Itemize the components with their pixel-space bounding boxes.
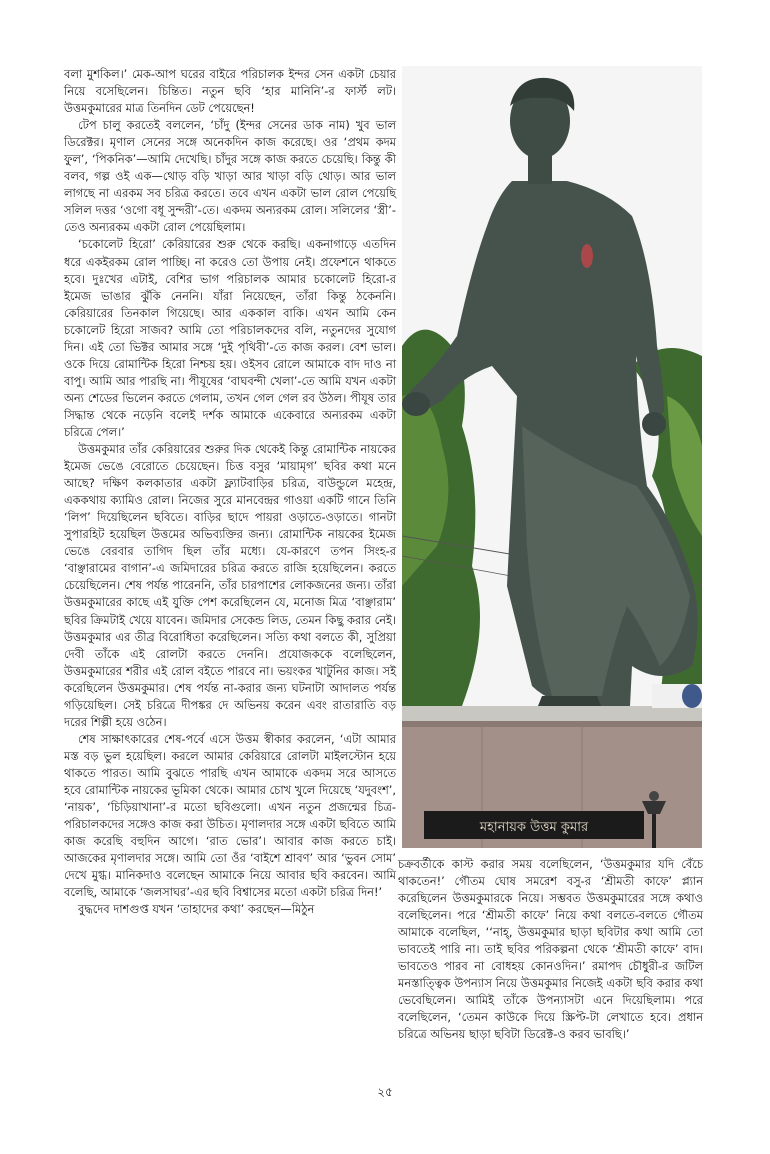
- page-number: ২৫: [377, 1085, 393, 1099]
- paragraph: ‘চকোলেট হিরো’ কেরিয়ারের শুরু থেকে করছি। একনাগাড়ে এতদিন ধরে একইরকম রোল পাচ্ছি। না করেও তো উপায় নেই। প্রফেশনে থাকতে হবে। দুঃখের এটাই, বেশির ভাগ পরিচালক আমার চকোলেট হিরো-র ইমেজ ভাঙার ঝুঁকি নেননি। যাঁরা নিয়েছেন, তাঁরা কিন্তু ঠকেননি। কেরিয়ারের তিনকাল গিয়েছে। আর এককাল বাকি। এখন আমি কেন চকোলেট হিরো সাজব? আমি তো পরিচালকদের বলি, নতুনদের সুযোগ দিন। এই তো ভিক্টর আমার সঙ্গে ‘দুই পৃথিবী’-তে কাজ করল। বেশ ভাল। ওকে দিয়ে রোমান্টিক হিরো নিশ্চয় হয়। ওইসব রোলে আমাকে বাদ দাও না বাপু। আমি আর পারছি না। পীযূষের ‘বাঘবন্দী খেলা’-তে আমি যখন একটা অন্য শেডের ভিলেন করতে গেলাম, তখন গেল গেল রব উঠল। পীযূষ তার সিদ্ধান্ত থেকে নড়েনি বলেই দর্শক আমাকে একেবারে অন্যরকম একটা চরিত্রে পেল।’: [64, 237, 396, 439]
- paragraph: বুদ্ধদেব দাশগুপ্ত যখন ‘তাহাদের কথা’ করছেন—মিঠুন: [78, 902, 315, 917]
- left-column: [64, 66, 396, 918]
- right-column: [398, 856, 703, 1044]
- paragraph: চক্রবর্তীকে কাস্ট করার সময় বলেছিলেন, ‘উত্তমকুমার যদি বেঁচে থাকতেন!’ গৌতম ঘোষ সমরেশ বসু-র ‘শ্রীমতী কাফে’ প্ল্যান করেছিলেন উত্তমকুমারকে নিয়ে। সম্ভবত উত্তমকুমারের সঙ্গে কথাও বলেছিলেন। পরে ‘শ্রীমতী কাফে’ নিয়ে কথা বলতে-বলতে গৌতম আমাকে বলেছিল, ‘‘নাহ্‌, উত্তমকুমার ছাড়া ছবিটার কথা আমি তো ভাবতেই পারি না। তাই ছবির পরিকল্পনা থেকে ‘শ্রীমতী কাফে’ বাদ। ভাবতেও পারব না বোধহয় কোনওদিন।’ রমাপদ চৌধুরী-র জটিল মনস্তাত্ত্বিক উপন্যাস নিয়ে উত্তমকুমার নিজেই একটা ছবি করার কথা ভেবেছিলেন। আমিই তাঁকে উপন্যাসটা এনে দিয়েছিলাম। পরে বলেছিলেন, ‘তেমন কাউকে দিয়ে স্ক্রিপ্ট-টা লেখাতে হবে। প্রধান চরিত্রে অভিনয় ছাড়া ছবিটা ডিরেক্ট-ও করব ভাবছি।’: [398, 857, 703, 1042]
- paragraph: বলা মুশকিল।’ মেক-আপ ঘরের বাইরে পরিচালক ইন্দর সেন একটা চেয়ার নিয়ে বসেছিলেন। চিন্তিত। নতুন ছবি ‘হার মানিনি’-র ফার্স্ট লট। উত্তমকুমারের মাত্র তিনদিন ডেট পেয়েছেন!: [64, 67, 396, 116]
- paragraph: শেষ সাক্ষাৎকারের শেষ-পর্বে এসে উত্তম স্বীকার করলেন, ‘এটা আমার মস্ত বড় ভুল হয়েছিল। করলে আমার কেরিয়ারে রোলটা মাইলস্টোন হয়ে থাকতে পারত। আমি বুঝতে পারছি এখন আমাকে একদম সরে আসতে হবে রোমান্টিক নায়কের ভূমিকা থেকে। আমার চোখ খুলে দিয়েছে ‘যদুবংশ’, ‘নায়ক’, ‘চিড়িয়াখানা’-র মতো ছবিগুলো। এখন নতুন প্রজন্মের চিত্র-পরিচালকদের সঙ্গেও কাজ করা উচিত। মৃণালদার সঙ্গে একটা ছবিতে আমি কাজ করেছি বহুদিন আগে। ‘রাত ভোর’। আবার কাজ করতে চাই। আজকের মৃণালদার সঙ্গে। আমি তো ওঁর ‘বাইশে শ্রাবণ’ আর ‘ভুবন সোম’ দেখে মুগ্ধ। মানিকদাও বলেছেন আমাকে নিয়ে আবার ছবি করবেন। আমি বলেছি, আমাকে ‘জলসাঘর’-এর ছবি বিশ্বাসের মতো একটা চরিত্র দিন!’: [64, 731, 396, 900]
- paragraph: টেপ চালু করতেই বললেন, ‘চাঁদু (ইন্দর সেনের ডাক নাম) খুব ভাল ডিরেক্টর। মৃণাল সেনের সঙ্গে অনেকদিন কাজ করেছে। ওর ‘প্রথম কদম ফুল’, ‘পিকনিক’—আমি দেখেছি। চাঁদুর সঙ্গে কাজ করতে চেয়েছি। কিন্তু কী বলব, গল্প ওই এক—থোড় বড়ি খাড়া আর খাড়া বড়ি থোড়। আর ভাল লাগছে না এরকম সব চরিত্র করতে। তবে এখন একটা ভাল রোল পেয়েছি সলিল দত্তর ‘ওগো বধূ সুন্দরী’-তে। একদম অন্যরকম রোল। সলিলের ‘স্ত্রী’-তেও অন্যরকম একটা রোল পেয়েছিলাম।: [64, 118, 396, 235]
- statue-photo: [402, 66, 702, 848]
- paragraph: উত্তমকুমার তাঁর কেরিয়ারের শুরুর দিক থেকেই কিন্তু রোমান্টিক নায়কের ইমেজ ভেঙে বেরোতে চেয়েছেন। চিত্ত বসুর ‘মায়ামৃগ’ ছবির কথা মনে আছে? দক্ষিণ কলকাতার একটা ফ্ল্যাটবাড়ির চরিত্র, বাউন্ডুলে মহেন্দ্র, এককথায় ক্যামিও রোল। নিজের সুরে মানবেন্দ্রর গাওয়া একটি গানে তিনি ‘লিপ’ দিয়েছিলেন ছবিতে। বাড়ির ছাদে পায়রা ওড়াতে-ওড়াতে। গানটা সুপারহিট হয়েছিল উত্তমের অভিব্যক্তির জন্য। রোমান্টিক নায়কের ইমেজ ভেঙে বেরবার তাগিদ ছিল তাঁর মধ্যে। যে-কারণে তপন সিংহ-র ‘বাঞ্ছারামের বাগান’-এ জমিদারের চরিত্র করতে রাজি হয়েছিলেন। করতে চেয়েছিলেন। শেষ পর্যন্ত পারেননি, তাঁর চারপাশের লোকজনের জন্য। তাঁরা উত্তমকুমারের কাছে এই যুক্তি পেশ করেছিলেন যে, মনোজ মিত্র ‘বাঞ্ছারাম’ ছবির ক্রিমটাই খেয়ে যাবেন। জমিদার সেকেন্ড লিড, তেমন কিছু করার নেই। উত্তমকুমার এর তীব্র বিরোধিতা করেছিলেন। সত্যি কথা বলতে কী, সুপ্রিয়া দেবী তাঁকে এই রোলটা করতে দেননি। প্রযোজককে বলেছিলেন, উত্তমকুমারের শরীর এই রোল বইতে পারবে না। ভয়ংকর খাটুনির কাজ। সই করেছিলেন উত্তমকুমার। শেষ পর্যন্ত না-করার জন্য ঘটনাটা আদালত পর্যন্ত গড়িয়েছিল। সেই চরিত্রে দীপঙ্কর দে অভিনয় করেন এবং রাতারাতি বড় দরের শিল্পী হয়ে ওঠেন।: [64, 442, 396, 729]
- plaque-text: মহানায়ক উত্তম কুমার: [479, 820, 589, 835]
